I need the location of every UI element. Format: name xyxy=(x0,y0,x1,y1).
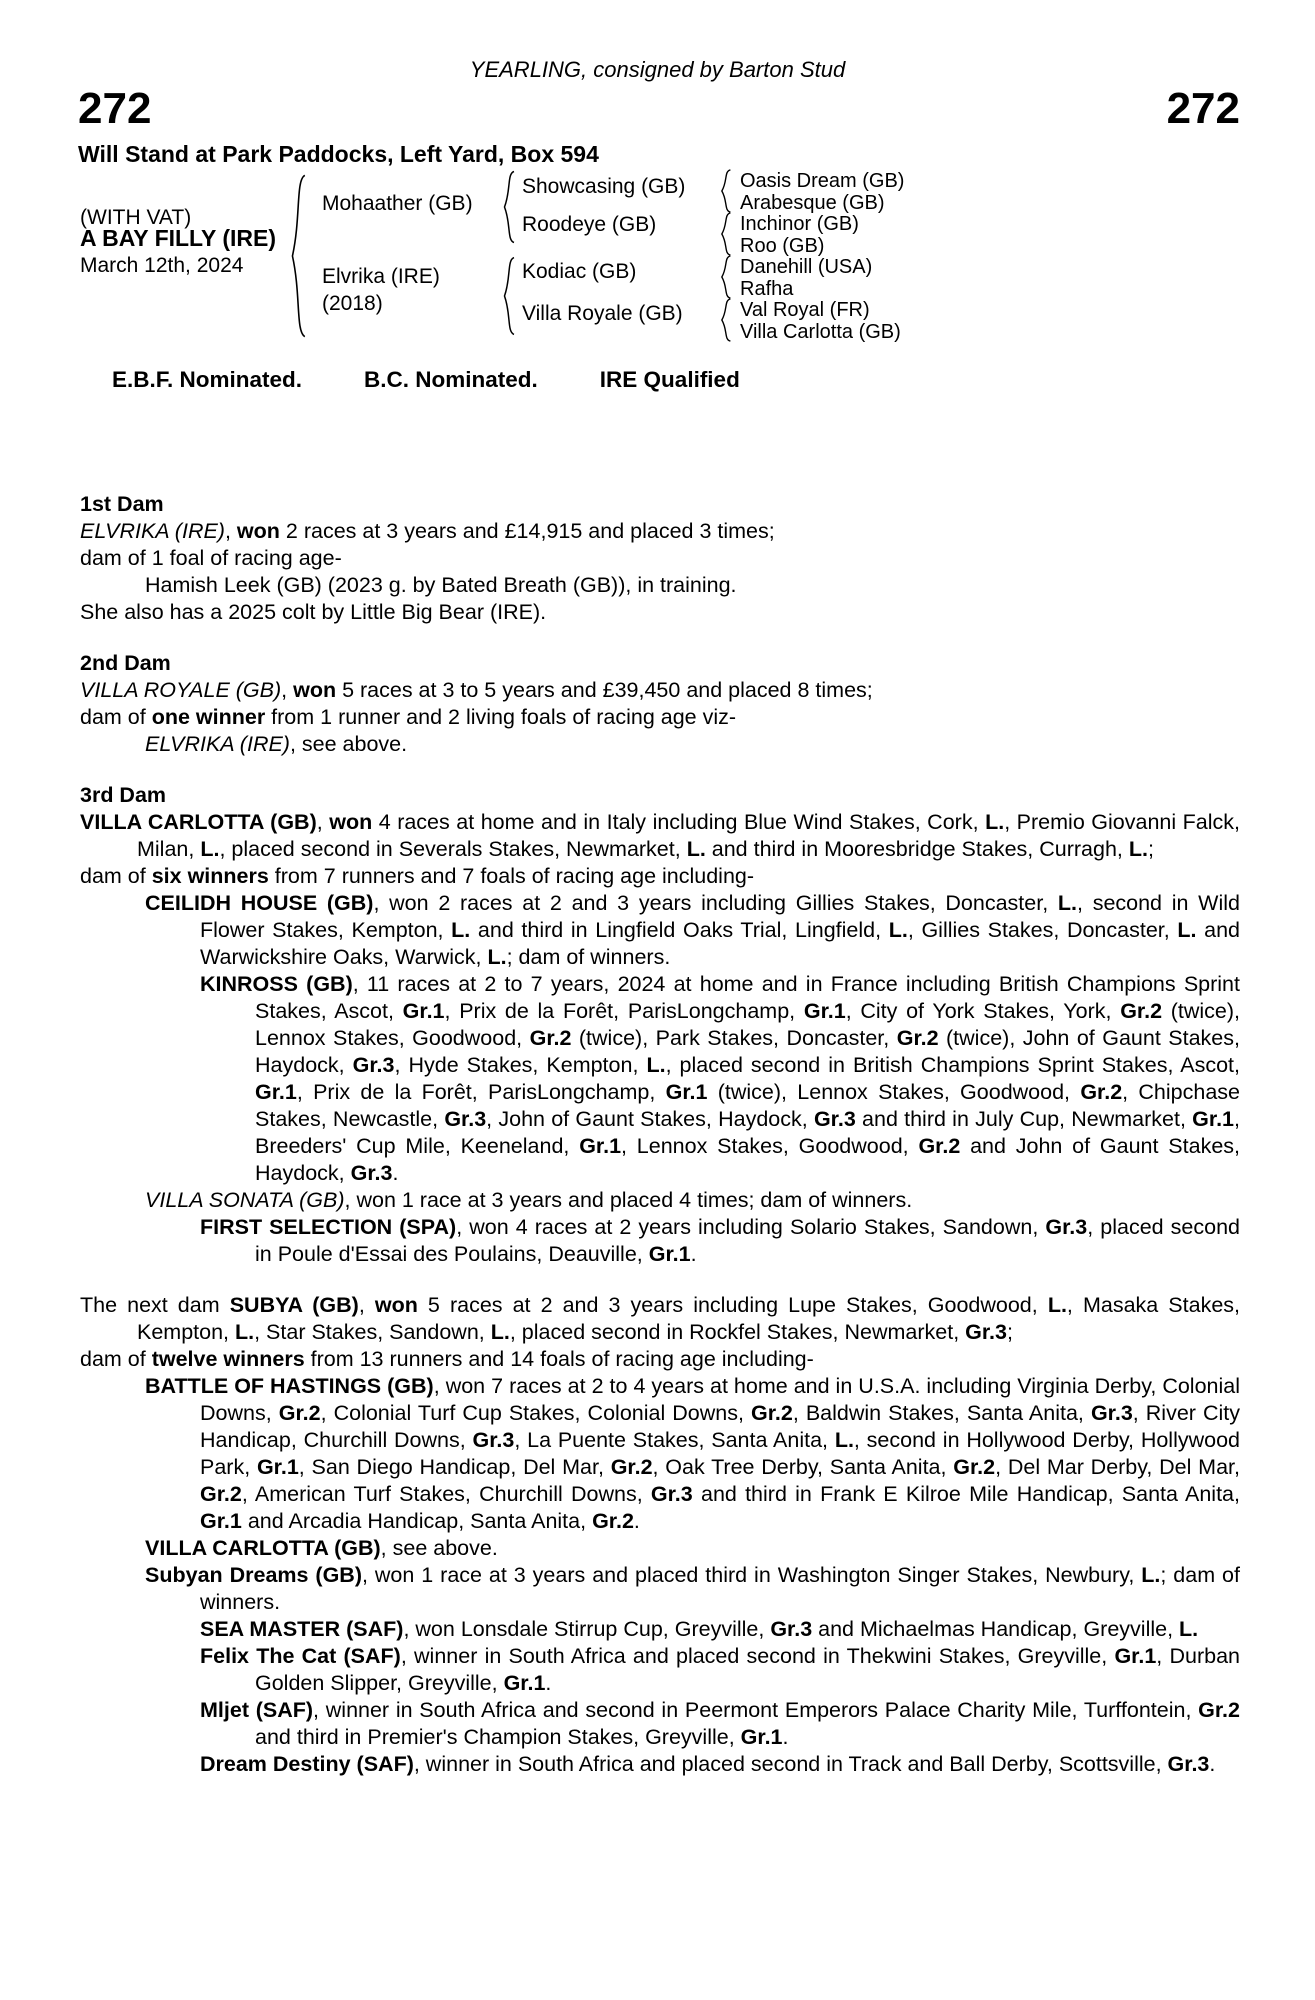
vat-note: (WITH VAT) xyxy=(80,206,192,229)
ebf-nomination: E.B.F. Nominated. xyxy=(112,367,303,392)
pedigree-paragraph: VILLA ROYALE (GB), won 5 races at 3 to 5 years and £39,450 and placed 8 times; xyxy=(80,678,873,702)
great-granddam: Roo (GB) xyxy=(740,235,825,257)
foaling-date: March 12th, 2024 xyxy=(80,254,244,277)
lot-number-left: 272 xyxy=(78,84,152,133)
dam-sections xyxy=(80,491,1240,1778)
sire-name: Mohaather (GB) xyxy=(322,192,473,215)
pedigree-paragraph: The next dam SUBYA (GB), won 5 races at 2 and 3 years including Lupe Stakes, Goodwood, L., Masaka Stakes, Kempton, L., Star Stakes, Sandown, L., placed second in Rockfel Stakes, Newmarket, Gr.3; xyxy=(80,1293,1241,1344)
brace-icon xyxy=(716,212,734,256)
lot-number-right: 272 xyxy=(1166,84,1240,133)
dam-year: (2018) xyxy=(322,292,383,315)
pedigree-paragraph: Felix The Cat (SAF), winner in South Africa and placed second in Thekwini Stakes, Greyville, Gr.1, Durban Golden Slipper, Greyville, Gr.1. xyxy=(200,1644,1241,1695)
pedigree-paragraph: VILLA CARLOTTA (GB), see above. xyxy=(145,1536,498,1560)
pedigree-paragraph: ELVRIKA (IRE), see above. xyxy=(145,732,408,756)
pedigree-paragraph: Dream Destiny (SAF), winner in South Africa and placed second in Track and Ball Derby, Scottsville, Gr.3. xyxy=(200,1752,1216,1776)
nominations-row xyxy=(112,366,1315,393)
great-grandsire: Inchinor (GB) xyxy=(740,213,859,235)
lot-number-row xyxy=(78,84,1240,133)
pedigree-paragraph: Subyan Dreams (GB), won 1 race at 3 years and placed third in Washington Singer Stakes, Newbury, L.; dam of winners. xyxy=(145,1563,1240,1614)
section-heading: 2nd Dam xyxy=(80,651,171,675)
pedigree-paragraph: FIRST SELECTION (SPA), won 4 races at 2 years including Solario Stakes, Sandown, Gr.3, placed second in Poule d'Essai des Poulains, Deauville, Gr.1. xyxy=(200,1215,1240,1266)
pedigree-paragraph: Hamish Leek (GB) (2023 g. by Bated Breath (GB)), in training. xyxy=(145,573,737,597)
pedigree-paragraph: dam of 1 foal of racing age- xyxy=(80,546,342,570)
great-granddam: Rafha xyxy=(740,278,794,300)
pedigree-paragraph: Mljet (SAF), winner in South Africa and second in Peermont Emperors Palace Charity Mile, Turffontein, Gr.2 and third in Premier's Champion Stakes, Greyville, Gr.1. xyxy=(200,1698,1240,1749)
pedigree-paragraph: dam of six winners from 7 runners and 7 foals of racing age including- xyxy=(80,864,755,888)
pedigree-paragraph: CEILIDH HOUSE (GB), won 2 races at 2 and 3 years including Gillies Stakes, Doncaster, L., second in Wild Flower Stakes, Kempton, L. and third in Lingfield Oaks Trial, Lingfield, L., Gillies Stakes, Doncaster, L. and Warwickshire Oaks, Warwick, L.; dam of winners. xyxy=(145,891,1240,969)
pedigree-paragraph: SEA MASTER (SAF), won Lonsdale Stirrup Cup, Greyville, Gr.3 and Michaelmas Handicap, Greyville, L. xyxy=(200,1617,1199,1641)
dam-section xyxy=(80,782,1240,1268)
dam-section xyxy=(80,1292,1240,1778)
brace-icon xyxy=(284,172,310,340)
brace-icon xyxy=(498,256,518,336)
ire-qualified-badge: IRE Qualified xyxy=(599,367,740,392)
great-granddam: Arabesque (GB) xyxy=(740,192,885,214)
dam-section xyxy=(80,650,1240,758)
dam-grandsire: Kodiac (GB) xyxy=(522,260,637,283)
stand-location-line: Will Stand at Park Paddocks, Left Yard, Box 594 xyxy=(78,141,599,167)
sire-grandsire: Showcasing (GB) xyxy=(522,175,686,198)
great-grandsire: Oasis Dream (GB) xyxy=(740,170,905,192)
consignor-line: YEARLING, consigned by Barton Stud xyxy=(469,57,846,82)
pedigree-chart xyxy=(0,170,1315,360)
pedigree-paragraph: dam of twelve winners from 13 runners and 14 foals of racing age including- xyxy=(80,1347,814,1371)
brace-icon xyxy=(716,169,734,213)
section-heading: 1st Dam xyxy=(80,492,164,516)
pedigree-paragraph: VILLA CARLOTTA (GB), won 4 races at home and in Italy including Blue Wind Stakes, Cork, L., Premio Giovanni Falck, Milan, L., placed second in Severals Stakes, Newmarket, L. and third in Mooresbridge Stakes, Curragh, L.; xyxy=(80,810,1240,861)
great-grandsire: Danehill (USA) xyxy=(740,256,873,278)
brace-icon xyxy=(498,170,518,244)
horse-name: A BAY FILLY (IRE) xyxy=(80,225,276,251)
dam-granddam: Villa Royale (GB) xyxy=(522,302,683,325)
pedigree-paragraph: KINROSS (GB), 11 races at 2 to 7 years, 2024 at home and in France including British Champions Sprint Stakes, Ascot, Gr.1, Prix de la Forêt, ParisLongchamp, Gr.1, City of York Stakes, York, Gr.2 (twice), Lennox Stakes, Goodwood, Gr.2 (twice), Park Stakes, Doncaster, Gr.2 (twice), John of Gaunt Stakes, Haydock, Gr.3, Hyde Stakes, Kempton, L., placed second in British Champions Sprint Stakes, Ascot, Gr.1, Prix de la Forêt, ParisLongchamp, Gr.1 (twice), Lennox Stakes, Goodwood, Gr.2, Chipchase Stakes, Newcastle, Gr.3, John of Gaunt Stakes, Haydock, Gr.3 and third in July Cup, Newmarket, Gr.1, Breeders' Cup Mile, Keeneland, Gr.1, Lennox Stakes, Goodwood, Gr.2 and John of Gaunt Stakes, Haydock, Gr.3. xyxy=(200,972,1241,1185)
brace-icon xyxy=(716,255,734,299)
pedigree-paragraph: She also has a 2025 colt by Little Big Bear (IRE). xyxy=(80,600,547,624)
bc-nomination: B.C. Nominated. xyxy=(364,367,538,392)
great-granddam: Villa Carlotta (GB) xyxy=(740,321,901,343)
section-heading: 3rd Dam xyxy=(80,783,167,807)
dam-name: Elvrika (IRE) xyxy=(322,265,440,288)
pedigree-paragraph: BATTLE OF HASTINGS (GB), won 7 races at 2 to 4 years at home and in U.S.A. including Virginia Derby, Colonial Downs, Gr.2, Colonial Turf Cup Stakes, Colonial Downs, Gr.2, Baldwin Stakes, Santa Anita, Gr.3, River City Handicap, Churchill Downs, Gr.3, La Puente Stakes, Santa Anita, L., second in Hollywood Derby, Hollywood Park, Gr.1, San Diego Handicap, Del Mar, Gr.2, Oak Tree Derby, Santa Anita, Gr.2, Del Mar Derby, Del Mar, Gr.2, American Turf Stakes, Churchill Downs, Gr.3 and third in Frank E Kilroe Mile Handicap, Santa Anita, Gr.1 and Arcadia Handicap, Santa Anita, Gr.2. xyxy=(145,1374,1241,1533)
pedigree-paragraph: dam of one winner from 1 runner and 2 living foals of racing age viz- xyxy=(80,705,737,729)
pedigree-paragraph: VILLA SONATA (GB), won 1 race at 3 years and placed 4 times; dam of winners. xyxy=(145,1188,913,1212)
dam-section xyxy=(80,491,1240,626)
great-grandsire: Val Royal (FR) xyxy=(740,299,870,321)
pedigree-paragraph: ELVRIKA (IRE), won 2 races at 3 years and £14,915 and placed 3 times; xyxy=(80,519,775,543)
brace-icon xyxy=(716,298,734,342)
sire-granddam: Roodeye (GB) xyxy=(522,213,657,236)
